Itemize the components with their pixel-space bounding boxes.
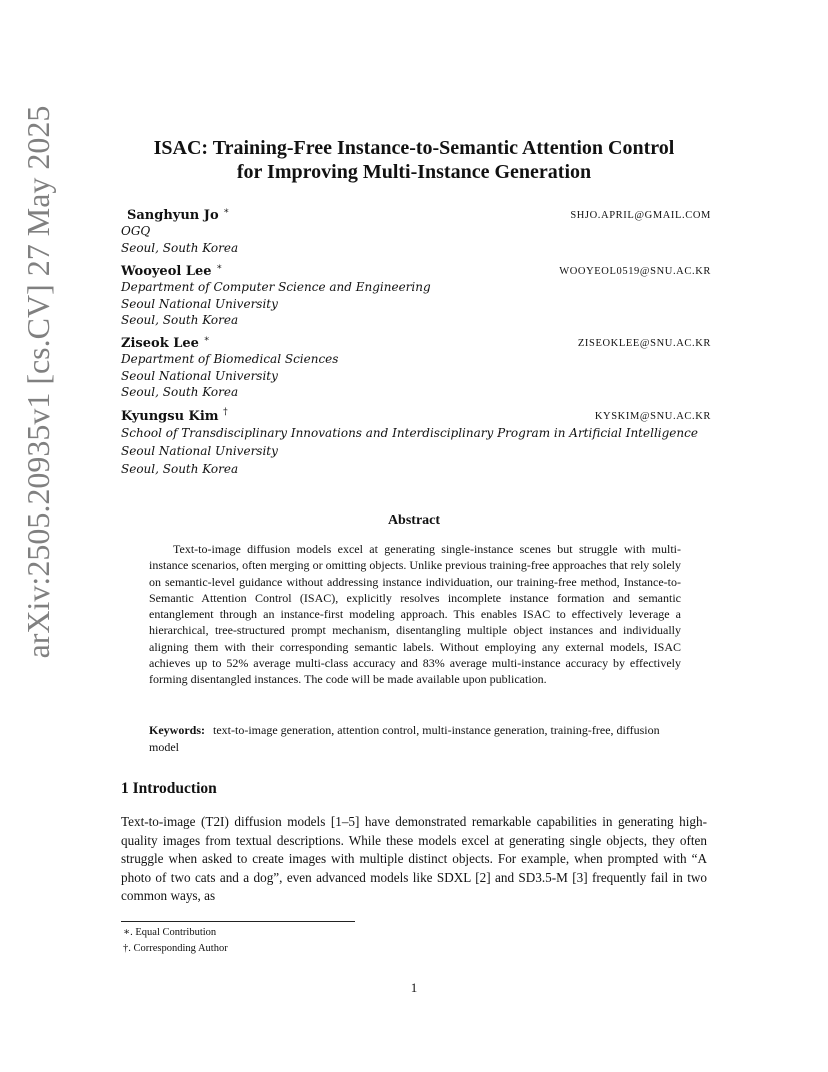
introduction-text: Text-to-image (T2I) diffusion models [1–5] have demonstrated remarkable capabilities in generating high-quality images from textual descriptions. While these models excel at generating single objects, they often struggle when asked to create images with multiple distinct objects. For example, when prompted with “A photo of two cats and a dog”, even advanced models like SDXL [2] and SD3.5-M [3] frequently fail in two common ways, as [121, 814, 707, 904]
arxiv-identifier[interactable]: arXiv:2505.20935v1 [cs.CV] 27 May 2025 [20, 105, 56, 659]
affiliation-line: Seoul National University [121, 444, 278, 459]
author-name [121, 264, 222, 279]
page-number: 1 [410, 980, 418, 995]
author-mark: ∗ [203, 335, 210, 345]
author-name [121, 409, 228, 424]
affiliation-line: Seoul National University [121, 368, 278, 383]
author-email[interactable]: WOOYEOL0519@SNU.AC.KR [559, 266, 711, 277]
footnote-rule [121, 921, 355, 922]
keywords [149, 722, 681, 755]
affiliation-line: Seoul, South Korea [121, 240, 239, 255]
keywords-text: text-to-image generation, attention control, multi-instance generation, training-free, diffusion model [149, 723, 660, 754]
affiliation-line: Seoul National University [121, 296, 278, 311]
author-name-text: Sanghyun Jo [127, 208, 219, 224]
affiliation-line: Department of Computer Science and Engineering [121, 280, 431, 295]
author-name-text: Ziseok Lee [121, 336, 199, 352]
author-mark: † [223, 408, 228, 418]
affiliation-line: Department of Biomedical Sciences [121, 352, 339, 367]
affiliation-line: School of Transdisciplinary Innovations and Interdisciplinary Program in Artificial Intelligence [121, 426, 698, 441]
author-name-text: Kyungsu Kim [121, 409, 219, 425]
author-affiliation [121, 424, 711, 478]
author-email[interactable]: KYSKIM@SNU.AC.KR [594, 411, 711, 422]
affiliation-line: Seoul, South Korea [121, 462, 239, 477]
keywords-label: Keywords: [149, 723, 205, 737]
author-email[interactable]: SHJO.APRIL@GMAIL.COM [570, 210, 711, 221]
footnote: †. Corresponding Author [123, 942, 228, 954]
author-block [121, 263, 711, 329]
affiliation-line: Seoul, South Korea [121, 385, 239, 400]
author-mark: ∗ [216, 263, 223, 273]
author-name [121, 336, 210, 351]
abstract-text: Text-to-image diffusion models excel at generating single-instance scenes but struggle with multi-instance scenarios, often merging or omitting objects. Unlike previous training-free approaches that rely solely on semantic-level guidance without addressing instance individuation, our training-free method, Instance-to-Semantic Attention Control (ISAC), explicitly resolves incomplete instance formation and semantic entanglement through an instance-first modeling approach. This enables ISAC to effectively leverage a hierarchical, tree-structured prompt mechanism, disentangling multiple object instances and individually aligning them with their corresponding semantic labels. Without employing any external models, ISAC achieves up to 52% average multi-class accuracy and 83% average multi-instance accuracy by effectively forming disentangled instances. The code will be made available upon publication. [149, 542, 681, 687]
author-block [121, 335, 711, 401]
author-name [121, 208, 229, 223]
author-mark: ∗ [223, 207, 230, 217]
title-line-2: for Improving Multi-Instance Generation [236, 161, 592, 183]
author-block [121, 207, 711, 256]
author-affiliation [121, 223, 711, 256]
footnote: ∗. Equal Contribution [123, 927, 217, 938]
author-affiliation [121, 279, 711, 329]
title-line-1: ISAC: Training-Free Instance-to-Semantic Attention Control [153, 137, 675, 159]
author-name-text: Wooyeol Lee [121, 264, 212, 280]
author-affiliation [121, 351, 711, 401]
affiliation-line: Seoul, South Korea [121, 313, 239, 328]
footnotes [121, 925, 228, 956]
author-email[interactable]: ZISEOKLEE@SNU.AC.KR [577, 338, 711, 349]
author-block [121, 408, 711, 478]
affiliation-line: OGQ [121, 224, 151, 239]
abstract-heading: Abstract [387, 513, 441, 528]
section-heading: 1 Introduction [121, 780, 217, 797]
paper-title [100, 136, 728, 184]
